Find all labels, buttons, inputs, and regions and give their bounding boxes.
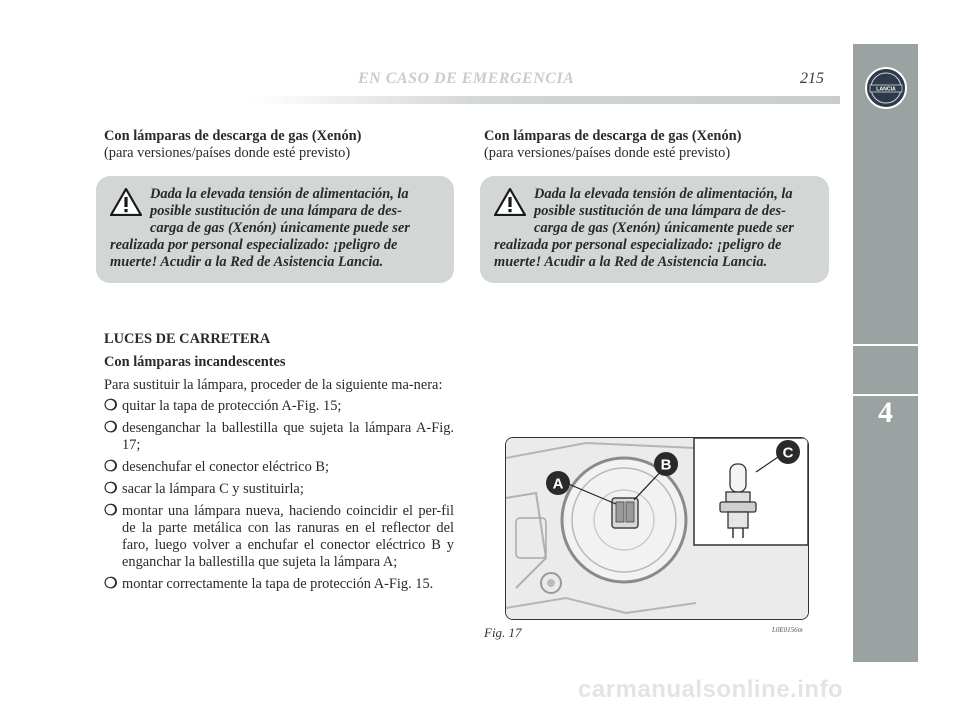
- label-a: A: [552, 475, 564, 493]
- watermark: carmanualsonline.info: [578, 676, 844, 703]
- warning-triangle-icon: [494, 188, 526, 216]
- step-text: desenganchar la ballestilla que sujeta la lámpara A-Fig. 17;: [122, 420, 454, 453]
- step-text: montar una lámpara nueva, haciendo coincidir el per-fil de la parte metálica con las ranuras en el reflector del faro, luego volver a enchufar el conector eléctrico B y enganchar la ballestilla que sujeta la lámpara A;: [122, 503, 454, 570]
- intro-paragraph: Para sustituir la lámpara, proceder de la siguiente ma-nera:: [104, 377, 443, 393]
- chapter-sidebar: [853, 44, 918, 662]
- step-text: desenchufar el conector eléctrico B;: [122, 459, 329, 475]
- right-column: [484, 128, 829, 283]
- warning-line: Dada la elevada tensión de alimentación, la: [150, 186, 409, 202]
- figure-caption: Fig. 17: [484, 625, 522, 640]
- section-title: Con lámparas de descarga de gas (Xenón): [484, 128, 742, 144]
- subsection-heading: Con lámparas incandescentes: [104, 354, 286, 370]
- page-header-title: EN CASO DE EMERGENCIA: [358, 70, 575, 87]
- label-b: B: [660, 456, 672, 474]
- figure-code: L0E0156m: [772, 626, 803, 634]
- lancia-logo: [864, 66, 908, 110]
- step-list: [104, 398, 454, 593]
- section-title: Con lámparas de descarga de gas (Xenón): [104, 128, 362, 144]
- label-c: C: [782, 444, 794, 462]
- figure-illustration: [505, 437, 809, 620]
- chapter-number: 4: [878, 396, 893, 429]
- bullet-icon: ❍: [104, 398, 118, 414]
- bullet-icon: ❍: [104, 576, 118, 592]
- step-text: montar correctamente la tapa de protección A-Fig. 15.: [122, 576, 434, 592]
- headlight-diagram: [506, 438, 808, 619]
- list-item: [104, 459, 454, 476]
- step-text: sacar la lámpara C y sustituirla;: [122, 481, 304, 497]
- warning-line: posible sustitución de una lámpara de des-: [534, 203, 786, 219]
- warning-line: realizada por personal especializado: ¡peligro de: [494, 237, 782, 253]
- bullet-icon: ❍: [104, 459, 118, 475]
- tab-divider: [853, 344, 918, 346]
- bullet-icon: ❍: [104, 420, 118, 436]
- warning-box: [96, 176, 454, 283]
- tab-divider: [853, 394, 918, 396]
- list-item: [104, 576, 454, 593]
- warning-line: muerte! Acudir a la Red de Asistencia Lancia.: [494, 254, 768, 270]
- list-item: [104, 398, 454, 415]
- step-text: quitar la tapa de protección A-Fig. 15;: [122, 398, 342, 414]
- bullet-icon: ❍: [104, 503, 118, 519]
- warning-line: carga de gas (Xenón) únicamente puede ser: [534, 220, 794, 236]
- warning-line: posible sustitución de una lámpara de des-: [150, 203, 402, 219]
- left-column: [104, 128, 454, 598]
- warning-line: realizada por personal especializado: ¡peligro de: [110, 237, 398, 253]
- list-item: [104, 420, 454, 454]
- warning-line: muerte! Acudir a la Red de Asistencia Lancia.: [110, 254, 384, 270]
- list-item: [104, 503, 454, 571]
- bullet-icon: ❍: [104, 481, 118, 497]
- warning-triangle-icon: [110, 188, 142, 216]
- warning-line: carga de gas (Xenón) únicamente puede ser: [150, 220, 410, 236]
- warning-line: Dada la elevada tensión de alimentación, la: [534, 186, 793, 202]
- logo-text: LANCIA: [876, 86, 896, 93]
- section-subtitle: (para versiones/países donde esté previsto): [484, 145, 731, 161]
- section-heading: LUCES DE CARRETERA: [104, 331, 271, 347]
- header-rule: [250, 96, 840, 104]
- page-number: 215: [800, 70, 824, 87]
- list-item: [104, 481, 454, 498]
- warning-box: [480, 176, 829, 283]
- section-subtitle: (para versiones/países donde esté previsto): [104, 145, 351, 161]
